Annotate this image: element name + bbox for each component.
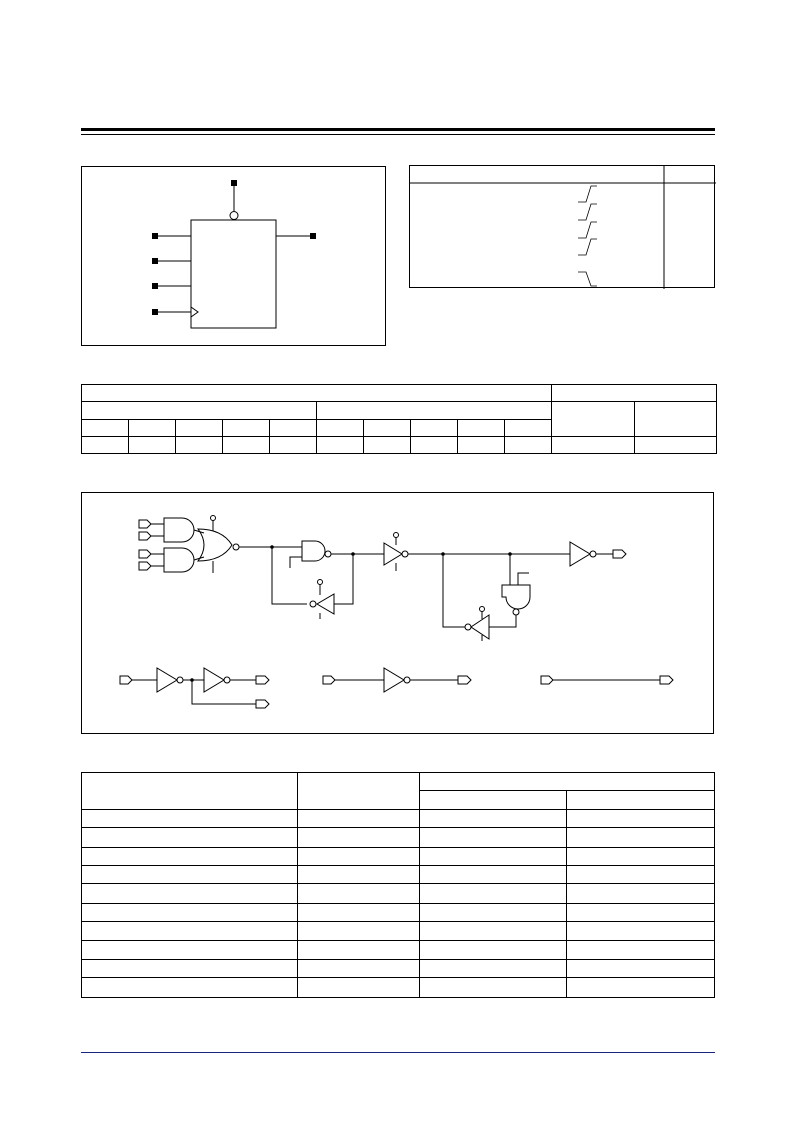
clock-triangle-icon (191, 307, 198, 317)
header-rule-thick (81, 128, 715, 131)
pin-table-cell (458, 420, 505, 437)
nand-gate-icon (502, 585, 530, 609)
function-table-panel (409, 165, 715, 288)
pin-table-cell (129, 420, 176, 437)
char-table-cell (567, 809, 715, 827)
char-table-cell (420, 884, 567, 903)
char-table-header-value (420, 773, 715, 791)
char-table-header-param (82, 773, 298, 810)
junction-dot (190, 678, 194, 682)
char-table-cell (82, 978, 298, 998)
junction-dot (351, 552, 355, 556)
pin-table-cell (82, 420, 129, 437)
pin-table-col-11-header (552, 402, 635, 437)
char-table-cell (82, 847, 298, 865)
junction-dot (270, 545, 274, 549)
char-table-cell (298, 978, 420, 998)
inversion-bubble (233, 544, 239, 550)
logic-diagram-drawing (82, 493, 715, 735)
char-table-cell (420, 903, 567, 921)
char-table-cell (82, 960, 298, 978)
char-table-cell (298, 828, 420, 847)
output-tag-icon (458, 676, 471, 684)
output-tag-icon (613, 550, 626, 558)
char-table-cell (82, 903, 298, 921)
char-table-cell (567, 828, 715, 847)
pin-table-cell (129, 437, 176, 454)
pin-table-header-right (552, 385, 717, 402)
pin-table-cell (364, 420, 411, 437)
pin-table-cell (635, 437, 717, 454)
char-table-header-symbol (298, 773, 420, 810)
char-table-cell (420, 960, 567, 978)
logic-diagram-panel (81, 492, 714, 734)
and-gate-icon (164, 518, 194, 542)
input-tag-icon (139, 550, 151, 558)
char-table-cell (420, 865, 567, 883)
input-pin-1 (152, 233, 158, 239)
char-table-cell (298, 903, 420, 921)
junction-dot (441, 552, 445, 556)
header-rule-thin (81, 134, 715, 135)
inverter-icon (384, 543, 402, 565)
logic-symbol-panel (81, 166, 386, 346)
char-table-cell (298, 865, 420, 883)
char-table-cell (567, 903, 715, 921)
char-table-cell (567, 978, 715, 998)
input-tag-icon (323, 676, 335, 684)
char-table-cell (567, 847, 715, 865)
char-table-cell (82, 884, 298, 903)
input-tag-icon (139, 520, 151, 528)
char-table-cell (420, 940, 567, 959)
char-table-cell (298, 809, 420, 827)
char-table-cell (420, 809, 567, 827)
char-table-cell (567, 922, 715, 940)
pin-table-cell (317, 437, 364, 454)
char-table-cell (82, 865, 298, 883)
input-pin-2 (152, 258, 158, 264)
characteristics-table (81, 772, 715, 998)
char-table-cell (298, 940, 420, 959)
nand-gate-icon (302, 541, 325, 561)
char-table-cell (298, 960, 420, 978)
pin-table-subheader-mid (317, 402, 552, 420)
rising-edge-icon (578, 204, 597, 220)
output-tag-icon (256, 700, 269, 708)
output-tag-icon (256, 676, 269, 684)
char-table-cell (82, 828, 298, 847)
char-table-cell (420, 978, 567, 998)
char-table-cell (298, 884, 420, 903)
clock-pin (152, 309, 158, 315)
char-table-cell (420, 828, 567, 847)
inverter-icon (384, 668, 404, 692)
pin-table-cell (505, 420, 552, 437)
pin-table-cell (364, 437, 411, 454)
pin-table-cell (552, 437, 635, 454)
input-tag-icon (120, 676, 132, 684)
pin-table-cell (458, 437, 505, 454)
rising-edge-icon (578, 186, 597, 202)
top-pin (231, 180, 237, 186)
char-table-cell (567, 940, 715, 959)
pin-table-subheader-left (82, 402, 317, 420)
rising-edge-icon (578, 222, 597, 238)
pin-table-cell (270, 420, 317, 437)
output-pin (310, 233, 316, 239)
and-gate-icon (164, 548, 194, 572)
rising-edge-icon (578, 239, 597, 255)
pin-table-cell (176, 437, 223, 454)
inverter-icon (204, 668, 224, 692)
char-table-cell (298, 922, 420, 940)
char-table-cell (420, 922, 567, 940)
function-table-drawing (410, 166, 716, 289)
char-table-cell (567, 960, 715, 978)
logic-symbol-drawing (82, 167, 387, 347)
pin-table-cell (223, 437, 270, 454)
inverter-icon (570, 542, 590, 566)
input-tag-icon (541, 676, 553, 684)
pin-table-cell (505, 437, 552, 454)
pin-table-cell (270, 437, 317, 454)
pin-table-cell (176, 420, 223, 437)
input-pin-3 (152, 283, 158, 289)
pin-table-header-group (82, 385, 552, 402)
pin-table-cell (82, 437, 129, 454)
pin-table-cell (411, 437, 458, 454)
input-tag-icon (139, 532, 151, 540)
char-table-cell (567, 884, 715, 903)
char-table-header-col-3 (420, 791, 567, 809)
buffer-gate-icon (317, 594, 334, 614)
falling-edge-icon (578, 272, 597, 286)
inverter-icon (157, 668, 177, 692)
char-table-cell (298, 847, 420, 865)
char-table-header-col-4 (567, 791, 715, 809)
char-table-cell (82, 922, 298, 940)
pin-table-cell (317, 420, 364, 437)
char-table-cell (82, 940, 298, 959)
char-table-cell (567, 865, 715, 883)
input-tag-icon (139, 562, 151, 570)
pin-table-col-12-header (635, 402, 717, 437)
inversion-bubble (325, 551, 331, 557)
char-table-cell (420, 847, 567, 865)
pin-table (81, 384, 717, 454)
inversion-bubble (230, 212, 238, 220)
nor-gate-icon (198, 529, 232, 561)
pin-table-cell (223, 420, 270, 437)
logic-block (191, 220, 276, 328)
pin-table-cell (411, 420, 458, 437)
footer-rule (81, 1052, 715, 1053)
char-table-cell (82, 809, 298, 827)
output-tag-icon (660, 676, 673, 684)
buffer-gate-icon (471, 615, 489, 639)
junction-dot (508, 552, 512, 556)
